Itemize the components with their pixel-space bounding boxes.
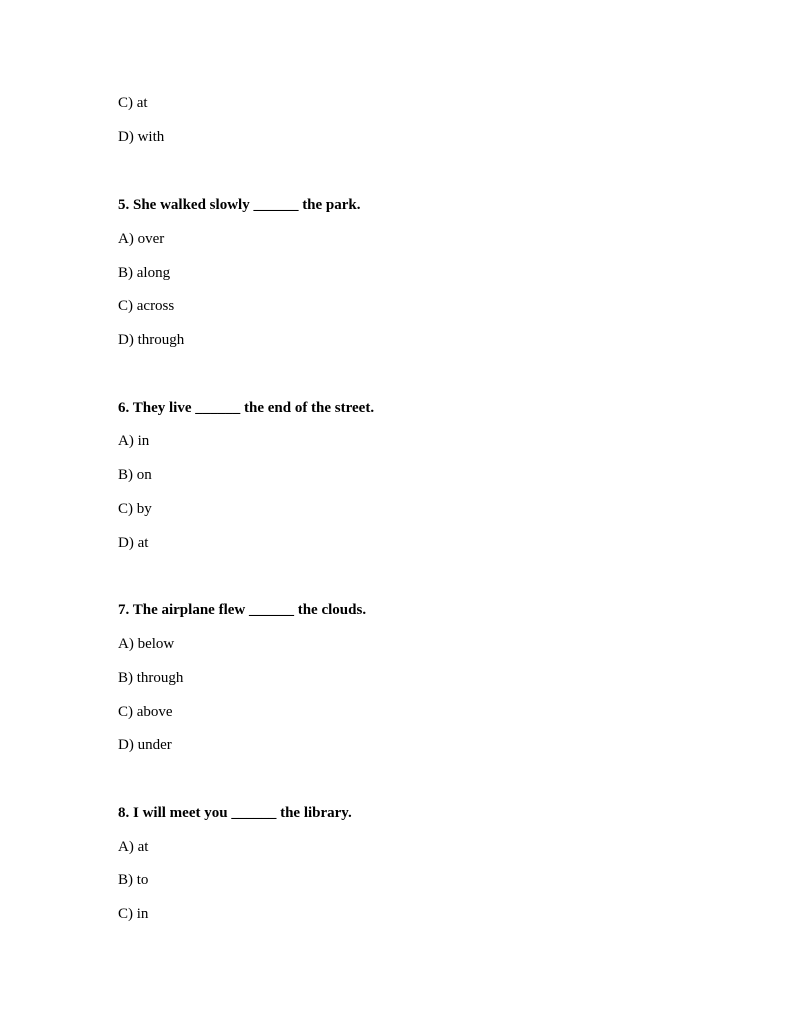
question-7-option-b: B) through — [118, 670, 184, 686]
question-5-prompt: 5. She walked slowly ______ the park. — [118, 197, 361, 213]
question-6-option-a: A) in — [118, 433, 150, 449]
question-7-option-c: C) above — [118, 704, 173, 720]
question-5-option-b: B) along — [118, 265, 171, 281]
question-5-option-c: C) across — [118, 298, 175, 314]
question-5-option-d: D) through — [118, 332, 185, 348]
question-7-option-a: A) below — [118, 636, 175, 652]
option-c: C) at — [118, 95, 148, 111]
question-6-prompt: 6. They live ______ the end of the street. — [118, 400, 375, 416]
question-7-prompt: 7. The airplane flew ______ the clouds. — [118, 602, 367, 618]
question-8-option-c: C) in — [118, 906, 149, 922]
question-8-prompt: 8. I will meet you ______ the library. — [118, 805, 352, 821]
question-6-option-c: C) by — [118, 501, 152, 517]
question-7-option-d: D) under — [118, 737, 172, 753]
question-6-option-b: B) on — [118, 467, 152, 483]
question-5-option-a: A) over — [118, 231, 165, 247]
question-8-option-a: A) at — [118, 839, 149, 855]
question-6-option-d: D) at — [118, 535, 149, 551]
question-8-option-b: B) to — [118, 872, 149, 888]
option-d: D) with — [118, 129, 165, 145]
